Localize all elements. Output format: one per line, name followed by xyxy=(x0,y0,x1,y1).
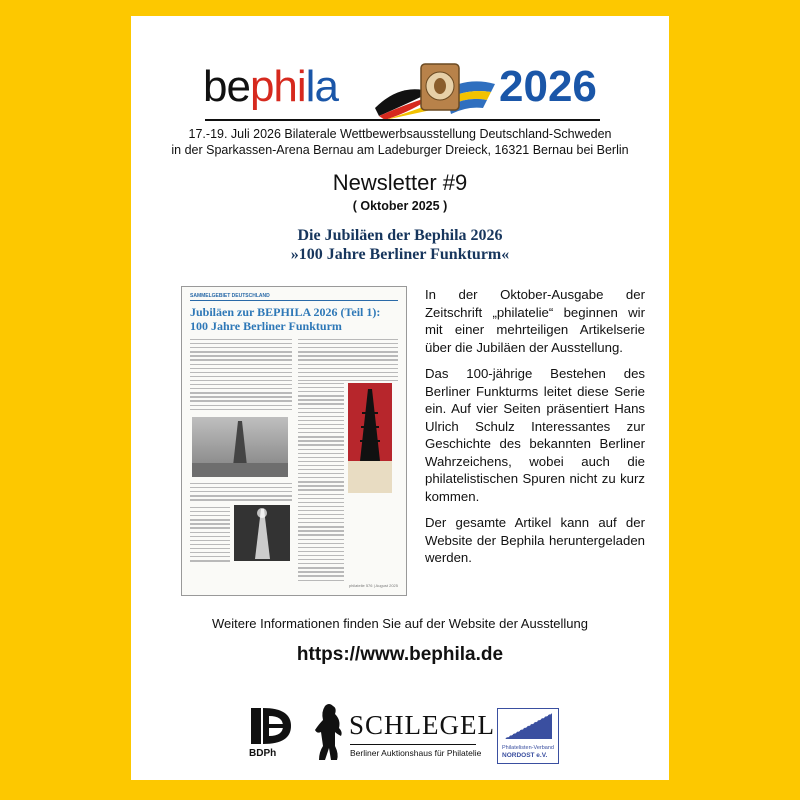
poster-caption xyxy=(348,461,392,493)
nordost-logo xyxy=(497,708,559,764)
logo-wordmark xyxy=(203,62,338,112)
body-paragraph-3: Der gesamte Artikel kann auf der Website der Bephila heruntergeladen werden. xyxy=(425,515,645,565)
body-paragraph-1: In der Oktober-Ausgabe der Zeitschrift „philatelie“ beginnen wir mit einer mehrteiligen Artikelserie über die Jubiläen der Ausstellung. xyxy=(425,287,645,355)
magazine-footer: philatelie 576 | August 2025 xyxy=(348,583,398,588)
event-info-line1: 17.-19. Juli 2026 Bilaterale Wettbewerbsausstellung Deutschland-Schweden xyxy=(188,127,612,141)
website-link[interactable]: https://www.bephila.de xyxy=(296,644,504,665)
magazine-title-line1: Jubiläen zur BEPHILA 2026 (Teil 1): xyxy=(190,305,381,319)
flag-stamp-icon xyxy=(371,62,499,120)
more-info-text: Weitere Informationen finden Sie auf der Website der Ausstellung xyxy=(211,616,589,631)
logo-phi: phi xyxy=(249,62,306,111)
magazine-text-col2b xyxy=(298,383,344,584)
magazine-text-col2 xyxy=(298,339,398,384)
berlin-bear-icon xyxy=(313,702,345,762)
funkturm-night-photo xyxy=(234,505,290,561)
schlegel-subtitle: Berliner Auktionshaus für Philatelie xyxy=(350,748,482,758)
bdph-label: BDPh xyxy=(249,748,277,759)
headline-line1: Die Jubiläen der Bephila 2026 xyxy=(297,227,503,244)
magazine-title xyxy=(190,305,398,333)
headline-line2: »100 Jahre Berliner Funkturm« xyxy=(290,246,510,263)
article-headline xyxy=(131,226,669,264)
event-info xyxy=(131,126,669,158)
newsletter-page xyxy=(131,16,669,780)
schlegel-logo-text: SCHLEGEL xyxy=(349,710,495,740)
logo-be: be xyxy=(203,62,250,111)
magazine-text-col1 xyxy=(190,339,292,413)
article-body xyxy=(425,286,645,576)
newsletter-date: ( Oktober 2025 ) xyxy=(352,199,448,213)
magazine-page-image xyxy=(181,286,407,596)
body-paragraph-2: Das 100-jährige Bestehen des Berliner Funkturms leitet diese Serie ein. Auf vier Seiten präsentiert Hans Ulrich Schulz Interessantes zur Geschichte des bekannten Berliner Wahrzeichens, wobei auch die philatelistischen Spuren nicht zu kurz kommen. xyxy=(425,366,645,504)
magazine-title-line2: 100 Jahre Berliner Funkturm xyxy=(190,319,342,333)
magazine-text-col1b xyxy=(190,483,292,503)
event-info-line2: in der Sparkassen-Arena Bernau am Ladeburger Dreieck, 16321 Bernau bei Berlin xyxy=(171,143,629,157)
funkturm-photo xyxy=(192,417,288,477)
schlegel-divider xyxy=(350,744,476,745)
nordost-stamp-icon xyxy=(498,709,558,743)
magazine-text-col1c xyxy=(190,507,230,564)
nordost-line1: Philatelisten-Verband xyxy=(502,745,554,751)
logo-la: la xyxy=(305,62,338,111)
logo-year: 2026 xyxy=(499,62,597,111)
header-divider xyxy=(205,119,600,121)
sponsor-logos xyxy=(247,702,657,772)
newsletter-title: Newsletter #9 xyxy=(332,170,468,195)
magazine-section-label: SAMMELGEBIET DEUTSCHLAND xyxy=(190,293,398,301)
nordost-line2: NORDOST e.V. xyxy=(502,752,548,759)
bephila-logo xyxy=(203,58,603,128)
